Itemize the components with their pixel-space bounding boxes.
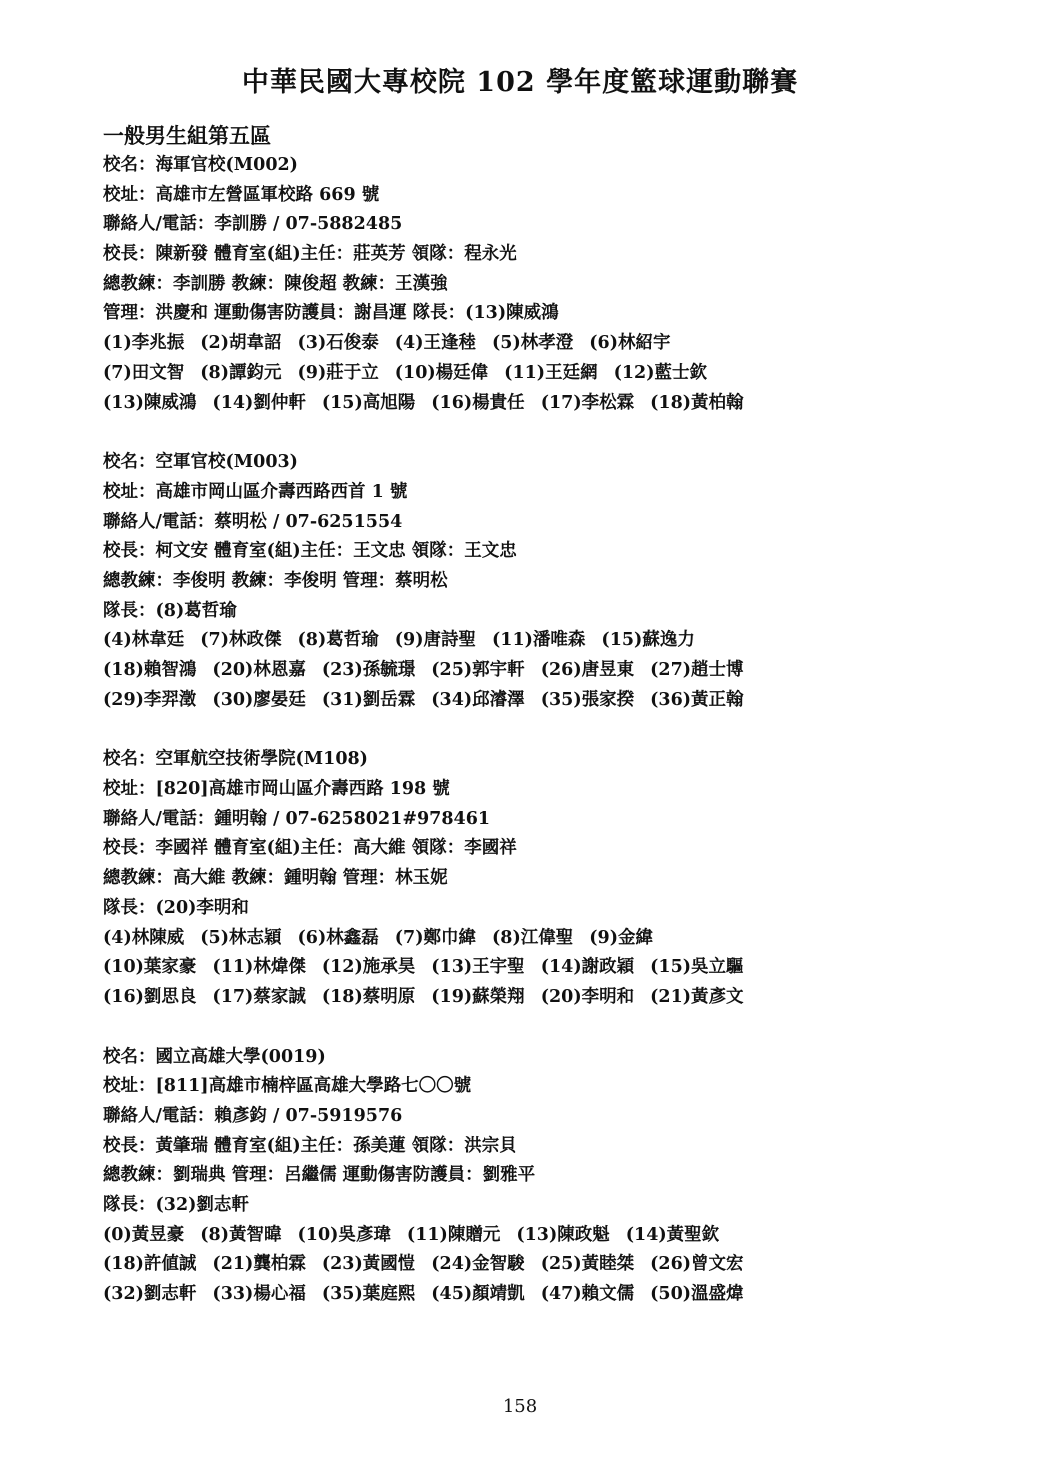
roster-player: (14)黃聖欽 <box>625 1224 720 1245</box>
school-info-line: 總教練：劉瑞典 管理：呂繼儒 運動傷害防護員：劉雅平 <box>103 1165 536 1186</box>
roster-player: (11)王廷網 <box>504 362 598 383</box>
school-block <box>103 151 1003 418</box>
roster-player: (24)金智駿 <box>431 1254 525 1275</box>
school-info-line: 校長：黃肇瑞 體育室(組)主任：孫美蓮 領隊：洪宗貝 <box>103 1135 517 1156</box>
roster-player: (35)葉庭熙 <box>321 1284 416 1305</box>
roster-player: (26)唐昱東 <box>540 660 635 680</box>
school-info-line: 校址：高雄市岡山區介壽西路西首 1 號 <box>103 481 408 502</box>
roster-player: (12)藍士欽 <box>613 362 708 383</box>
roster-player: (12)施承昊 <box>321 957 416 978</box>
roster-player: (3)石俊泰 <box>297 333 379 354</box>
roster-player: (25)黃睦桀 <box>540 1254 635 1275</box>
roster-player: (8)黃智暐 <box>200 1224 282 1245</box>
school-info-line: 校長：柯文安 體育室(組)主任：王文忠 領隊：王文忠 <box>103 541 517 562</box>
roster-player: (18)黃柏翰 <box>650 392 744 413</box>
school-info-line: 聯絡人/電話：李訓勝 / 07-5882485 <box>103 214 403 235</box>
roster-row <box>103 626 1003 656</box>
school-info-line: 校名：海軍官校(M002) <box>103 155 298 175</box>
roster-player: (16)劉思良 <box>103 986 197 1007</box>
roster-player: (36)黃正翰 <box>650 689 744 710</box>
school-info-line: 校名：空軍航空技術學院(M108) <box>103 749 368 770</box>
roster-player: (1)李兆振 <box>103 333 185 354</box>
roster-player: (20)李明和 <box>540 986 635 1007</box>
roster-player: (32)劉志軒 <box>103 1284 197 1305</box>
school-info-line: 校址：高雄市左營區軍校路 669 號 <box>103 184 380 205</box>
roster-player: (21)龔柏霖 <box>212 1254 306 1275</box>
roster-row <box>103 924 1003 954</box>
roster-player: (17)蔡家誠 <box>212 986 306 1007</box>
roster-player: (17)李松霖 <box>540 392 635 413</box>
roster-player: (18)許値誠 <box>103 1254 197 1275</box>
roster-player: (10)葉家豪 <box>103 957 197 978</box>
roster-player: (8)江偉聖 <box>492 927 574 948</box>
roster-player: (19)蘇榮翔 <box>431 986 525 1007</box>
school-info-line: 隊長：(8)葛哲瑜 <box>103 600 237 621</box>
roster-player: (4)林韋廷 <box>103 630 185 651</box>
school-block <box>103 1043 1003 1310</box>
school-list <box>103 151 1003 1340</box>
school-info-line: 校名：空軍官校(M003) <box>103 452 298 473</box>
roster-player: (16)楊貴任 <box>431 392 525 413</box>
roster-row <box>103 686 1003 716</box>
roster-player: (8)譚鈞元 <box>200 362 282 383</box>
school-info-line: 校址：[820]高雄市岡山區介壽西路 198 號 <box>103 779 450 800</box>
roster-player: (45)顏靖凱 <box>431 1284 525 1305</box>
roster-player: (14)劉仲軒 <box>212 392 306 413</box>
roster-player: (11)林煒傑 <box>212 957 306 978</box>
school-info-line: 總教練：高大維 教練：鍾明翰 管理：林玉妮 <box>103 868 448 889</box>
school-info-line: 管理：洪慶和 運動傷害防護員：謝昌運 隊長：(13)陳威鴻 <box>103 303 559 324</box>
roster-player: (13)陳威鴻 <box>103 392 197 413</box>
roster-player: (5)林志穎 <box>200 927 282 948</box>
roster-player: (14)謝政穎 <box>540 957 635 978</box>
roster-row <box>103 389 1003 419</box>
roster-player: (50)溫盛煒 <box>650 1284 744 1305</box>
section-heading: 一般男生組第五區 <box>103 123 271 148</box>
roster-player: (27)趙士博 <box>650 660 744 680</box>
roster-player: (11)潘唯森 <box>492 630 586 651</box>
roster-player: (7)鄭巾緯 <box>394 927 476 948</box>
roster-player: (35)張家揆 <box>540 689 635 710</box>
roster-player: (5)林孝澄 <box>492 333 574 354</box>
roster-player: (20)林恩嘉 <box>212 660 306 680</box>
roster-player: (6)林紹宇 <box>589 333 671 354</box>
roster-player: (9)唐詩聖 <box>394 630 476 651</box>
roster-player: (25)郭宇軒 <box>431 660 525 680</box>
roster-player: (23)孫毓璟 <box>321 660 416 680</box>
roster-player: (26)曾文宏 <box>650 1254 744 1275</box>
roster-player: (30)廖晏廷 <box>212 689 306 710</box>
roster-player: (4)王逢稑 <box>394 333 476 354</box>
roster-player: (6)林鑫磊 <box>297 927 379 948</box>
roster-row <box>103 1280 1003 1310</box>
school-block <box>103 448 1003 715</box>
roster-player: (9)金緯 <box>589 927 653 948</box>
page-number: 158 <box>502 1396 538 1417</box>
roster-player: (10)吳彥瑋 <box>297 1224 391 1245</box>
roster-row <box>103 656 1003 686</box>
page-title: 中華民國大專校院 102 學年度籃球運動聯賽 <box>241 67 799 98</box>
roster-player: (13)王宇聖 <box>431 957 525 978</box>
roster-player: (11)陳贈元 <box>406 1224 501 1245</box>
roster-player: (23)黃國愷 <box>321 1254 416 1275</box>
school-info-line: 校長：李國祥 體育室(組)主任：高大維 領隊：李國祥 <box>103 838 517 859</box>
roster-player: (2)胡韋詔 <box>200 333 282 354</box>
roster-row <box>103 329 1003 359</box>
school-info-line: 總教練：李俊明 教練：李俊明 管理：蔡明松 <box>103 570 448 591</box>
roster-player: (15)吳立驅 <box>650 957 744 978</box>
school-block <box>103 745 1003 1012</box>
roster-player: (15)蘇逸力 <box>601 630 695 651</box>
school-info-line: 總教練：李訓勝 教練：陳俊超 教練：王漢強 <box>103 273 448 294</box>
roster-player: (10)楊廷偉 <box>394 362 489 383</box>
school-info-line: 聯絡人/電話：賴彥鈞 / 07-5919576 <box>103 1105 403 1126</box>
school-info-line: 隊長：(32)劉志軒 <box>103 1195 249 1215</box>
roster-player: (13)陳政魁 <box>516 1224 610 1245</box>
roster-row <box>103 359 1003 389</box>
roster-row <box>103 983 1003 1013</box>
roster-player: (21)黃彥文 <box>650 986 744 1007</box>
roster-player: (34)邱濬澤 <box>431 689 525 710</box>
roster-player: (7)林政傑 <box>200 630 282 651</box>
roster-player: (33)楊心福 <box>212 1284 306 1305</box>
school-info-line: 聯絡人/電話：鍾明翰 / 07-6258021#978461 <box>103 808 491 829</box>
roster-player: (9)莊于立 <box>297 362 379 383</box>
roster-player: (18)蔡明原 <box>321 986 416 1007</box>
roster-player: (7)田文智 <box>103 362 185 383</box>
roster-row <box>103 953 1003 983</box>
roster-player: (47)賴文儒 <box>540 1284 635 1305</box>
roster-row <box>103 1250 1003 1280</box>
roster-player: (15)高旭陽 <box>321 392 416 413</box>
roster-player: (29)李羿澂 <box>103 689 197 710</box>
roster-player: (31)劉岳霖 <box>321 689 416 710</box>
roster-player: (0)黃昱豪 <box>103 1224 185 1245</box>
school-info-line: 聯絡人/電話：蔡明松 / 07-6251554 <box>103 511 403 532</box>
school-info-line: 校址：[811]高雄市楠梓區高雄大學路七〇〇號 <box>103 1076 472 1097</box>
school-info-line: 隊長：(20)李明和 <box>103 897 249 918</box>
roster-player: (8)葛哲瑜 <box>297 630 379 651</box>
roster-player: (4)林陳威 <box>103 927 185 948</box>
roster-row <box>103 1221 1003 1251</box>
school-info-line: 校名：國立高雄大學(0019) <box>103 1046 326 1067</box>
roster-player: (18)賴智鴻 <box>103 660 197 680</box>
school-info-line: 校長：陳新發 體育室(組)主任：莊英芳 領隊：程永光 <box>103 244 517 265</box>
